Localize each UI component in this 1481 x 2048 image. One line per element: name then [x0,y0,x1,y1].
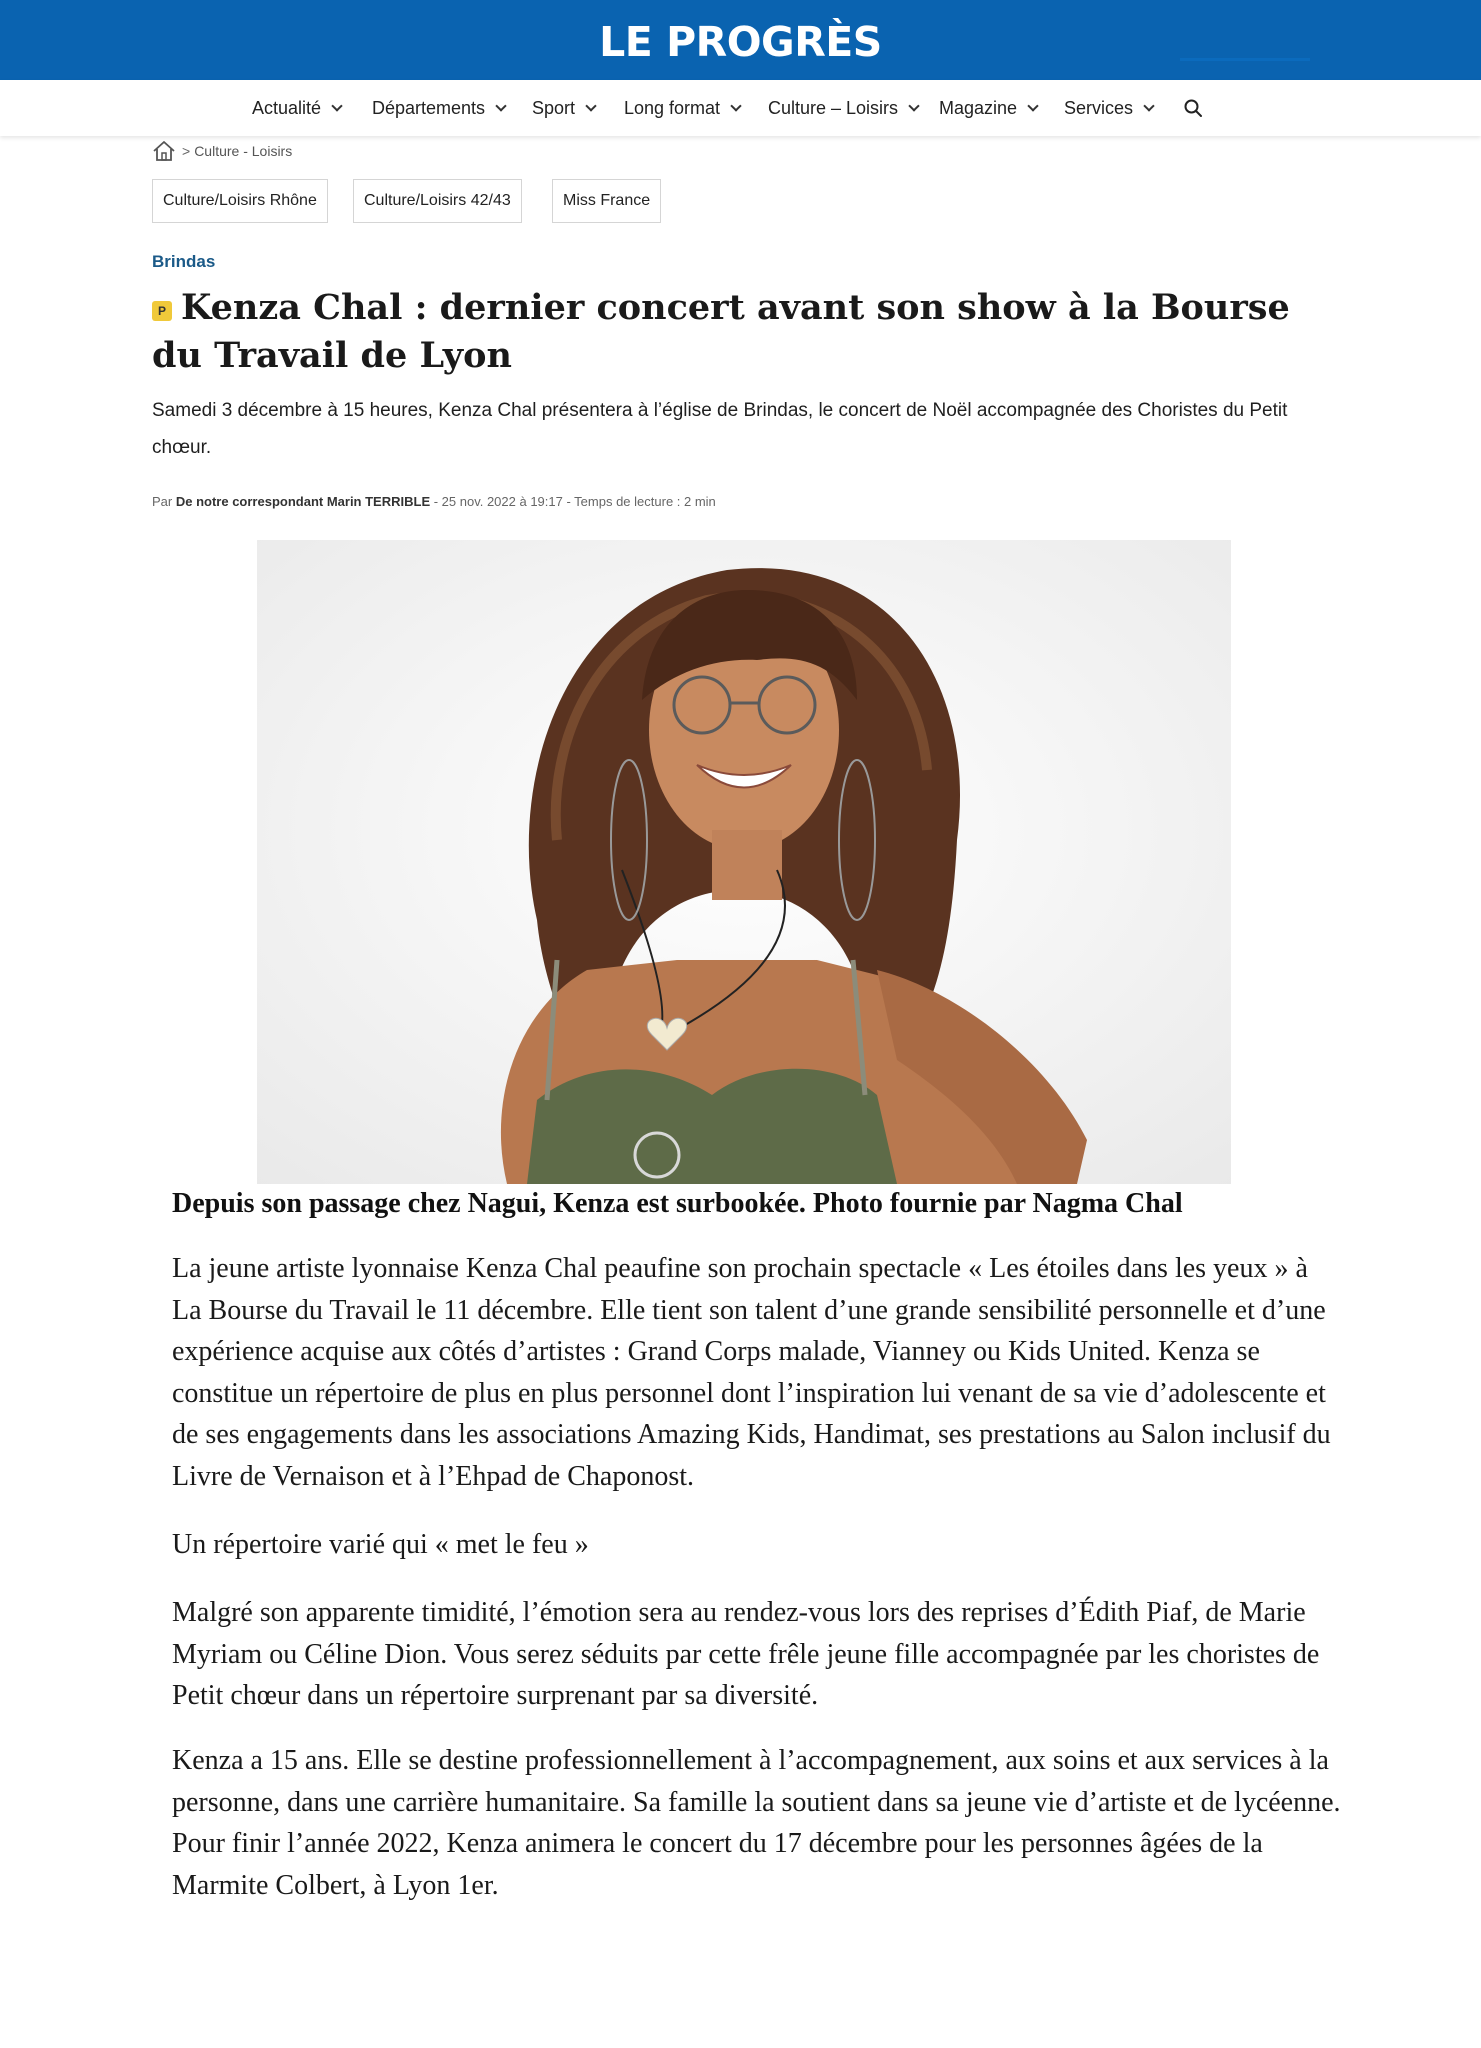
article-paragraph: La jeune artiste lyonnaise Kenza Chal peaufine son prochain spectacle « Les étoiles dans les yeux » à La Bourse du Travail le 11 décembre. Elle tient son talent d’une grande sensibilité personnelle et d’une expérience acquise aux côtés d’artistes : Grand Corps malade, Vianney ou Kids United. Kenza se constitue un répertoire de plus en plus personnel dont l’inspiration lui venant de sa vie d’adolescente et de ses engagements dans les associations Amazing Kids, Handimat, ses prestations au Salon inclusif du Livre de Vernaison et à l’Ehpad de Chaponost. [172,1253,1331,1492]
article-paragraph: Malgré son apparente timidité, l’émotion sera au rendez-vous lors des reprises d’Édith Piaf, de Marie Myriam ou Céline Dion. Vous serez séduits par cette frêle jeune fille accompagnée par les choristes de Petit chœur dans un répertoire surprenant par sa diversité. [172,1597,1320,1711]
nav-item-label: Départements [372,98,486,118]
byline-meta: - 25 nov. 2022 à 19:17 - Temps de lecture : 2 min [430,494,716,509]
chevron-down-icon [495,100,506,111]
tag-miss-france[interactable] [552,179,661,223]
tag-culture-loisirs-42-43[interactable] [353,179,522,223]
portrait-illustration [257,540,1231,1184]
article-photo [257,540,1231,1184]
premium-badge: P [152,301,172,321]
article-chapo: Samedi 3 décembre à 15 heures, Kenza Chal présentera à l’église de Brindas, le concert de Noël accompagnée des Choristes du Petit chœur. [152,400,1288,458]
main-nav [0,80,1481,136]
tag-label: Miss France [563,192,651,209]
home-icon[interactable] [152,140,176,162]
nav-item-long-format[interactable] [624,98,740,119]
chevron-down-icon [1027,100,1038,111]
article-paragraph: Kenza a 15 ans. Elle se destine professionnellement à l’accompagnement, aux soins et aux services à la personne, dans une carrière humanitaire. Sa famille la soutient dans sa jeune vie d’artiste et de lycéenne. Pour finir l’année 2022, Kenza animera le concert du 17 décembre pour les personnes âgées de la Marmite Colbert, à Lyon 1er. [172,1745,1341,1901]
nav-item-label: Culture – Loisirs [768,98,899,118]
site-logo[interactable]: LE PROGRÈS [599,18,882,66]
breadcrumb [152,137,292,165]
nav-item-actualite[interactable] [252,98,341,119]
photo-caption: Depuis son passage chez Nagui, Kenza est surbookée. Photo fournie par Nagma Chal [172,1188,1183,1219]
nav-item-magazine[interactable] [939,98,1037,119]
byline-author: De notre correspondant Marin TERRIBLE [175,494,431,509]
tag-culture-loisirs-rhone[interactable] [152,179,328,223]
byline-prefix: Par [152,494,173,509]
chevron-down-icon [585,100,596,111]
nav-item-culture-loisirs[interactable] [768,98,918,119]
tag-label: Culture/Loisirs 42/43 [364,192,511,209]
chevron-down-icon [331,100,342,111]
nav-item-departements[interactable] [372,98,505,119]
search-icon[interactable] [1183,98,1203,118]
chevron-down-icon [1143,100,1154,111]
nav-item-services[interactable] [1064,98,1153,119]
nav-item-label: Magazine [939,98,1018,118]
article-byline [152,494,716,509]
article-kicker[interactable]: Brindas [152,252,216,271]
breadcrumb-current[interactable]: Culture - Loisirs [194,143,293,159]
breadcrumb-separator: > [182,143,191,159]
tag-label: Culture/Loisirs Rhône [163,192,317,209]
nav-item-label: Services [1064,98,1134,118]
site-header [0,0,1481,80]
nav-item-label: Actualité [252,98,322,118]
chevron-down-icon [730,100,741,111]
nav-item-sport[interactable] [532,98,595,119]
nav-item-label: Long format [624,98,721,118]
article-title: Kenza Chal : dernier concert avant son show à la Bourse du Travail de Lyon [152,287,1290,376]
article-subheading: Un répertoire varié qui « met le feu » [172,1529,589,1560]
header-accent-line [1180,58,1310,61]
nav-item-label: Sport [532,98,576,118]
chevron-down-icon [908,100,919,111]
